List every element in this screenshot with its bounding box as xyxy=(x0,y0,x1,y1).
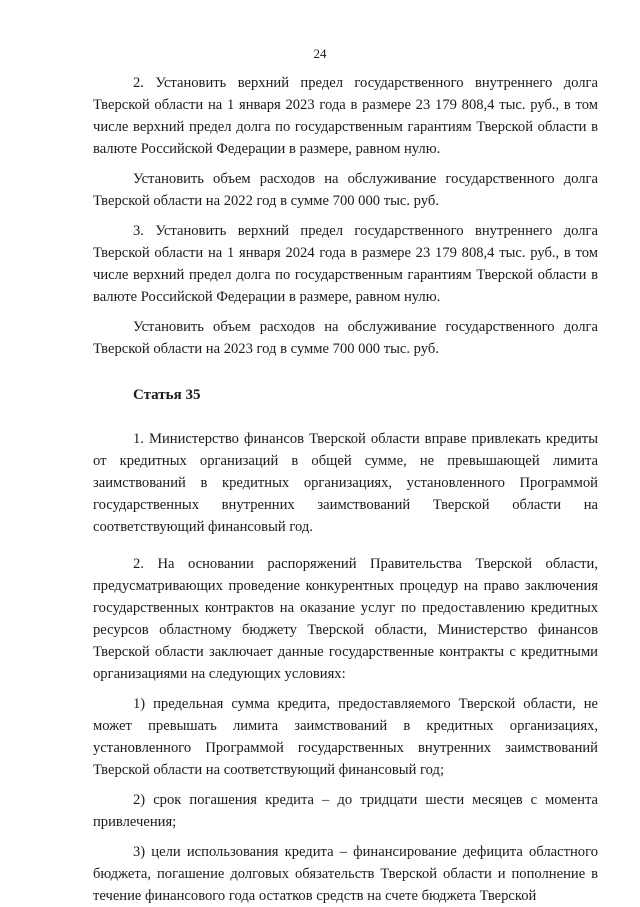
article-heading: Статья 35 xyxy=(133,387,201,403)
paragraph-debt-limit-2024: 3. Установить верхний предел государственного внутреннего долга Тверской области на 1 января 2024 года в размере 23 179 808,4 тыс. руб., в том числе верхний предел долга по государственным гарантиям Тверской области в валюте Российской Федерации в размере, равном нулю. xyxy=(93,223,598,305)
paragraph-condition-2: 2) срок погашения кредита – до тридцати шести месяцев с момента привлечения; xyxy=(93,792,598,830)
paragraph-article-35-2: 2. На основании распоряжений Правительства Тверской области, предусматривающих проведение конкурентных процедур на право заключения государственных контрактов на оказание услуг по предоставлению кредитных ресурсов областному бюджету Тверской области, Министерство финансов Тверской области заключает данные государственные контракты с кредитными организациями на следующих условиях: xyxy=(93,556,598,682)
paragraph-debt-limit-2023: 2. Установить верхний предел государственного внутреннего долга Тверской области на 1 января 2023 года в размере 23 179 808,4 тыс. руб., в том числе верхний предел долга по государственным гарантиям Тверской области в валюте Российской Федерации в размере, равном нулю. xyxy=(93,75,598,157)
paragraph-debt-service-2023: Установить объем расходов на обслуживание государственного долга Тверской области на 2023 год в сумме 700 000 тыс. руб. xyxy=(93,319,598,357)
paragraph-condition-3: 3) цели использования кредита – финансирование дефицита областного бюджета, погашение долговых обязательств Тверской области и пополнение в течение финансового года остатков средств на счете бюджета Тверской xyxy=(93,844,598,904)
paragraph-condition-1: 1) предельная сумма кредита, предоставляемого Тверской области, не может превышать лимита заимствований в кредитных организациях, установленного Программой государственных внутренних заимствований Тверской области на соответствующий финансовый год; xyxy=(93,696,598,778)
document-body xyxy=(93,72,598,907)
page-number: 24 xyxy=(313,46,327,61)
paragraph-article-35-1: 1. Министерство финансов Тверской области вправе привлекать кредиты от кредитных организаций в общей сумме, не превышающей лимита заимствований в кредитных организациях, установленного Программой государственных внутренних заимствований Тверской области на соответствующий финансовый год. xyxy=(93,431,598,535)
paragraph-debt-service-2022: Установить объем расходов на обслуживание государственного долга Тверской области на 2022 год в сумме 700 000 тыс. руб. xyxy=(93,171,598,209)
